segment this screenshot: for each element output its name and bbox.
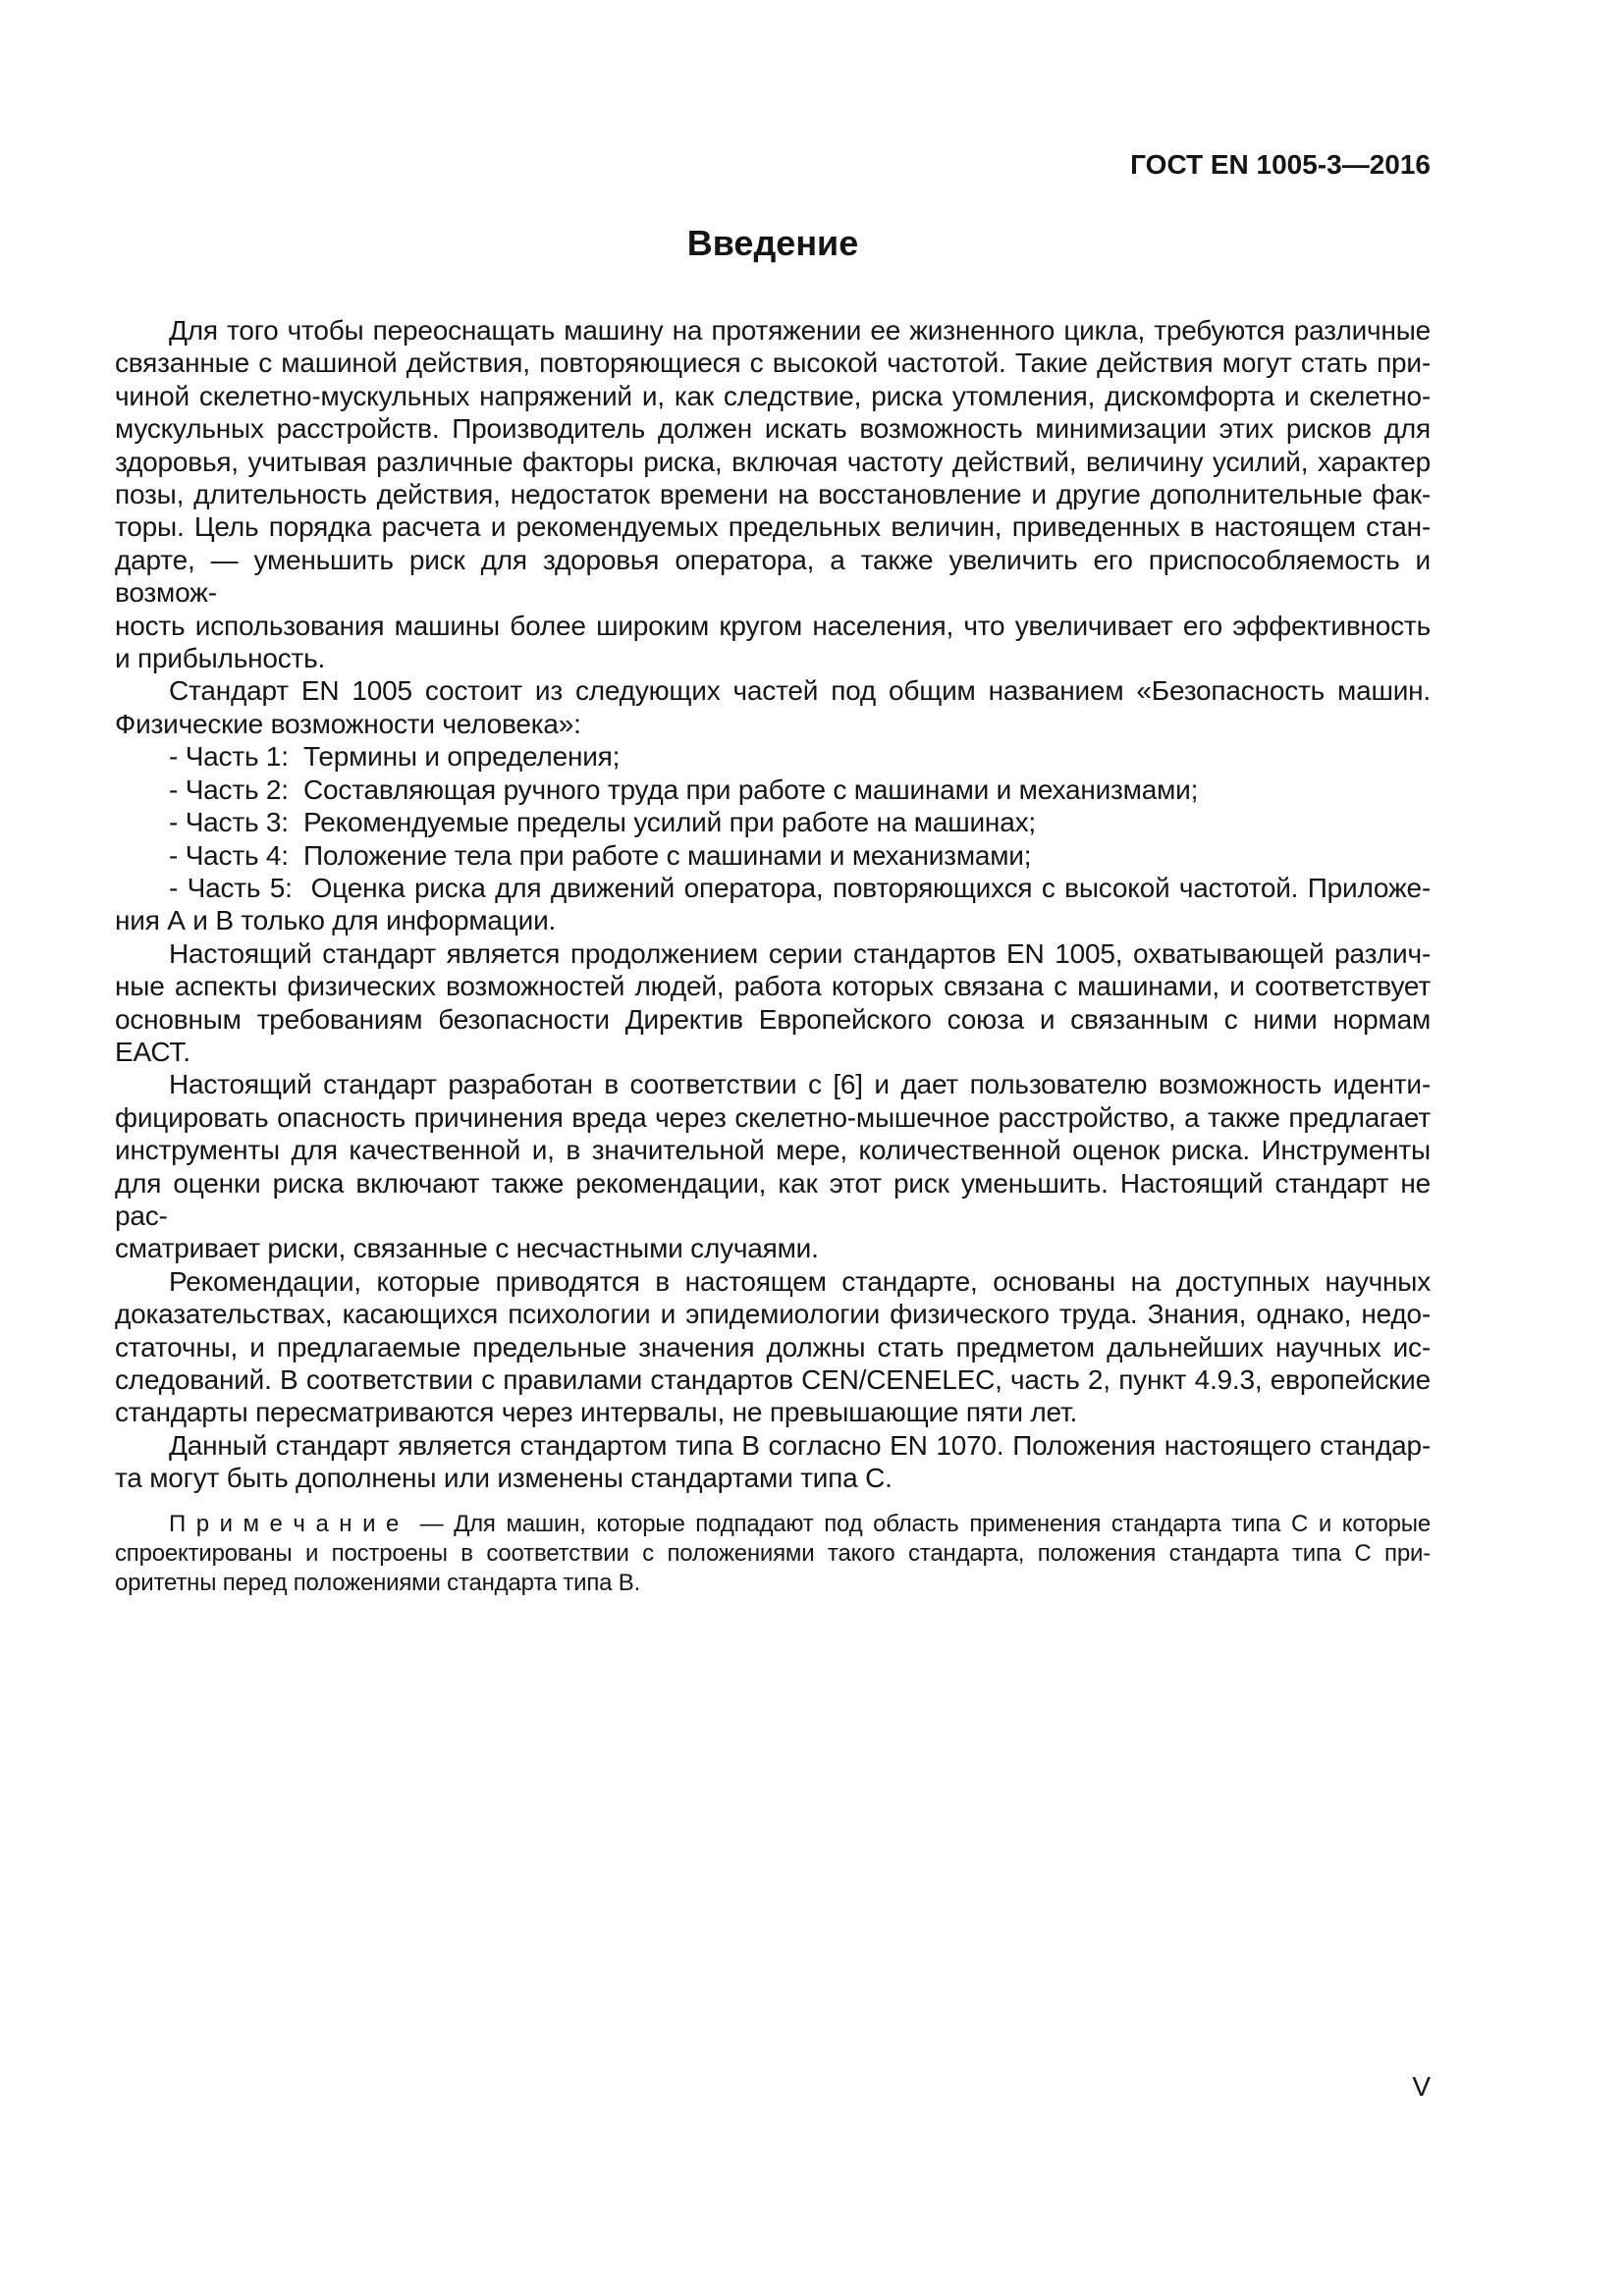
list-item <box>115 839 1431 872</box>
text-line: статочны, и предлагаемые предельные значения должны стать предметом дальнейших научных ис- <box>115 1331 1431 1362</box>
text-line: следований. В соответствии с правилами стандартов CEN/CENELEC, часть 2, пункт 4.9.3, европейские <box>115 1364 1431 1395</box>
text-line: Настоящий стандарт разработан в соответствии с [6] и дает пользователю возможность иденти- <box>169 1069 1431 1100</box>
text-line: связанные с машиной действия, повторяющиеся с высокой частотой. Такие действия могут стать при- <box>115 347 1431 379</box>
paragraph <box>115 1068 1431 1264</box>
paragraph <box>115 937 1431 1069</box>
paragraph <box>115 314 1431 674</box>
text-line: - Часть 5: Оценка риска для движений оператора, повторяющихся с высокой частотой. Приложе- <box>169 872 1431 903</box>
text-line: фицировать опасность причинения вреда через скелетно-мышечное расстройство, а также предлагает <box>115 1101 1431 1133</box>
text-line: дарте, — уменьшить риск для здоровья оператора, а также увеличить его приспособляемость и возмож- <box>115 544 1431 609</box>
text-line: ность использования машины более широким кругом населения, что увеличивает его эффективность <box>115 610 1431 641</box>
text-line: - Часть 2: Составляющая ручного труда при работе с машинами и механизмами; <box>169 774 1199 805</box>
text-line: Физические возможности человека»: <box>115 708 581 739</box>
text-line: стандарты пересматриваются через интервалы, не превышающие пяти лет. <box>115 1397 1078 1428</box>
note <box>115 1510 1431 1599</box>
text-line: - Часть 4: Положение тела при работе с машинами и механизмами; <box>169 839 1032 871</box>
text-line: П р и м е ч а н и е — Для машин, которые подпадают под область применения стандарта типа С и которые <box>169 1510 1431 1537</box>
text-line: инструменты для качественной и, в значительной мере, количественной оценок риска. Инструменты <box>115 1135 1431 1166</box>
text-line: основным требованиям безопасности Директив Европейского союза и связанным с ними нормам ЕАСТ. <box>115 1003 1431 1067</box>
text-line: Стандарт EN 1005 состоит из следующих частей под общим названием «Безопасность машин. <box>169 675 1431 707</box>
text-line: мускульных расстройств. Производитель должен искать возможность минимизации этих рисков для <box>115 413 1431 445</box>
text-line: и прибыльность. <box>115 643 326 674</box>
text-line: Настоящий стандарт является продолжением серии стандартов EN 1005, охватывающей различ- <box>169 937 1431 969</box>
text-line: Рекомендации, которые приводятся в настоящем стандарте, основаны на доступных научных <box>169 1265 1431 1297</box>
text-line: ные аспекты физических возможностей людей, работа которых связана с машинами, и соответствует <box>115 971 1431 1002</box>
text-line: торы. Цель порядка расчета и рекомендуемых предельных величин, приведенных в настоящем стан- <box>115 511 1431 543</box>
text-line: - Часть 3: Рекомендуемые пределы усилий при работе на машинах; <box>169 807 1036 838</box>
list-item <box>115 774 1431 806</box>
document-code: ГОСТ EN 1005-3—2016 <box>1130 149 1431 180</box>
text-line: оритетны перед положениями стандарта типа В. <box>115 1570 641 1597</box>
document-body <box>115 314 1431 1599</box>
text-line: позы, длительность действия, недостаток времени на восстановление и другие дополнительные фак- <box>115 479 1431 510</box>
text-line: - Часть 1: Термины и определения; <box>169 741 621 773</box>
paragraph <box>115 674 1431 740</box>
page-number: V <box>1412 2071 1431 2102</box>
list-item <box>115 806 1431 838</box>
text-line: доказательствах, касающихся психологии и эпидемиологии физического труда. Знания, однако, недо- <box>115 1299 1431 1330</box>
list-item <box>115 872 1431 937</box>
paragraph <box>115 1265 1431 1429</box>
text-line: для оценки риска включают также рекомендации, как этот риск уменьшить. Настоящий стандарт не рас- <box>115 1167 1431 1231</box>
text-line: Для того чтобы переоснащать машину на протяжении ее жизненного цикла, требуются различные <box>169 315 1431 346</box>
text-line: чиной скелетно-мускульных напряжений и, как следствие, риска утомления, дискомфорта и скелетно- <box>115 380 1431 411</box>
list-item <box>115 740 1431 773</box>
paragraph <box>115 1429 1431 1495</box>
text-line: ния А и В только для информации. <box>115 905 557 936</box>
page-title: Введение <box>686 223 859 263</box>
text-line: Данный стандарт является стандартом типа В согласно EN 1070. Положения настоящего стандар- <box>169 1429 1431 1461</box>
text-line: та могут быть дополнены или изменены стандартами типа С. <box>115 1463 893 1494</box>
text-line: сматривает риски, связанные с несчастными случаями. <box>115 1233 819 1264</box>
text-line: спроектированы и построены в соответствии с положениями такого стандарта, положения стандарта типа С при- <box>115 1539 1431 1567</box>
text-line: здоровья, учитывая различные факторы риска, включая частоту действий, величину усилий, характер <box>115 446 1431 477</box>
